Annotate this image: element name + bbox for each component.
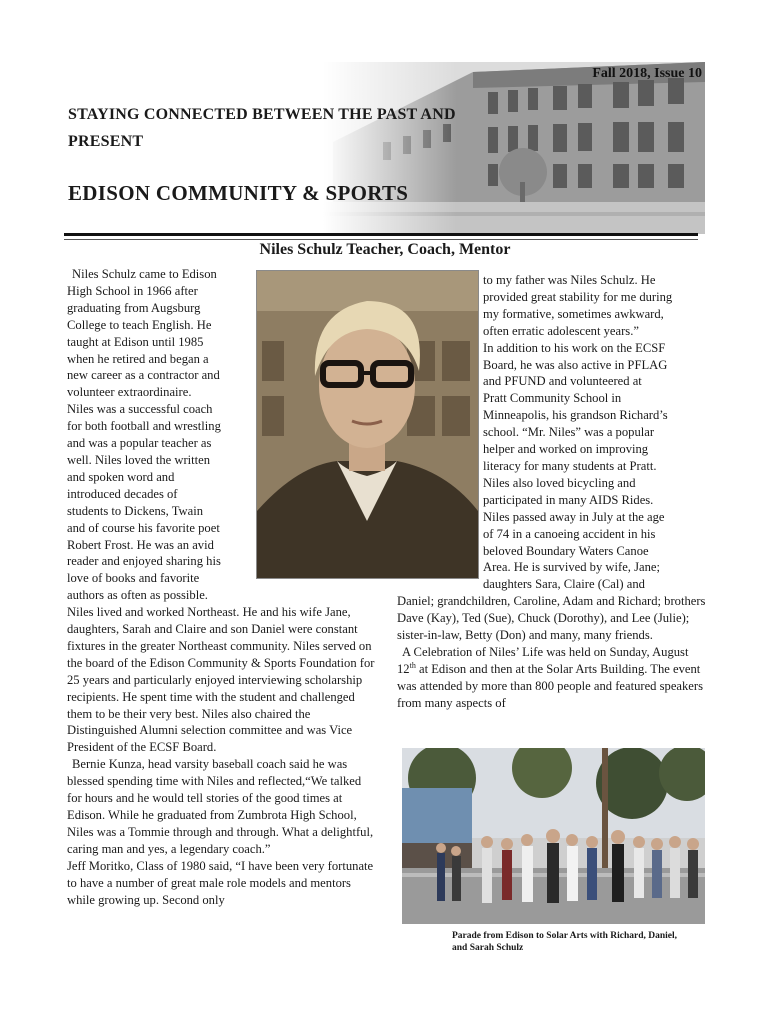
paragraph: Daniel; grandchildren, Caroline, Adam and Richard; brothers Dave (Kay), Ted (Sue), Chuck (Dorothy), and Lee (Julie); sister-in-law, Betty (Don) and many, many friends. xyxy=(397,594,706,643)
text-line: taught at Edison until 1985 xyxy=(67,334,204,349)
text-line: Niles Schulz came to Edison xyxy=(72,267,217,281)
paragraph xyxy=(397,644,709,712)
text-line: and spoken word and xyxy=(67,469,175,484)
text-line: of 74 in a canoeing accident in his xyxy=(483,526,656,541)
celebration-text-end: at Edison and then at the Solar Arts Building. The event was attended by more than 800 people and featured speakers from many aspects of xyxy=(397,661,703,710)
celebration-text-start: A Celebration of Niles’ Life was held on Sunday, August 12 xyxy=(397,644,689,676)
text-line: reader and enjoyed sharing his xyxy=(67,554,221,569)
text-line: to my father was Niles Schulz. He xyxy=(483,273,656,287)
photo-caption: Parade from Edison to Solar Arts with Richard, Daniel, and Sarah Schulz xyxy=(452,931,678,953)
paragraph: Jeff Moritko, Class of 1980 said, “I have been very fortunate to have a number of great male role models and mentors while growing up. Second only xyxy=(67,858,374,907)
text-line: graduating from Augsburg xyxy=(67,300,201,315)
paragraph: Niles lived and worked Northeast. He and his wife Jane, daughters, Sarah and Claire and son Daniel were constant fixtures in the greater Northeast community. Niles served on the board of the Edison Community & Sports Foundation for 25 years and particularly enjoyed interviewing scholarship recipients. He spent time with the student and challenged them to be their very best. Niles also chaired the Distinguished Alumni selection committee and was Vice President of the ECSF Board. xyxy=(67,605,375,755)
text-line: love of books and favorite xyxy=(67,571,200,586)
text-line: for both football and wrestling xyxy=(67,419,221,434)
text-line: school. “Mr. Niles” was a popular xyxy=(483,425,655,440)
text-line: when he retired and began a xyxy=(67,351,209,366)
text-line: helper and worked on improving xyxy=(483,442,649,457)
text-line: well. Niles loved the written xyxy=(67,452,211,467)
paragraph: Bernie Kunza, head varsity baseball coach said he was blessed spending time with Niles and reflected,“We talked for hours and he would tell stories of the good times at Edison. While he graduated from Zumbrota High School, Niles was a Tommie through and through. What a delightful, caring man and yes, a legendary coach.” xyxy=(67,757,374,856)
text-line: participated in many AIDS Rides. xyxy=(483,492,654,507)
text-line: and PFUND and volunteered at xyxy=(483,374,642,389)
text-line: and of course his favorite poet xyxy=(67,520,220,535)
text-line: daughters Sara, Claire (Cal) and xyxy=(483,577,645,592)
text-line: literacy for many students at Pratt. xyxy=(483,458,657,473)
text-line: authors as often as possible. xyxy=(67,588,208,603)
text-line: College to teach English. He xyxy=(67,317,212,332)
text-line: new career as a contractor and xyxy=(67,368,220,383)
text-line: Minneapolis, his grandson Richard’s xyxy=(483,408,668,423)
right-wrapped-lines xyxy=(483,272,709,593)
article-right-column xyxy=(397,272,709,712)
text-line: beloved Boundary Waters Canoe xyxy=(483,543,649,558)
text-line: Robert Frost. He was an avid xyxy=(67,537,214,552)
text-line: Niles also loved bicycling and xyxy=(483,475,636,490)
text-line: Board, he was also active in PFLAG xyxy=(483,357,668,372)
text-line: Pratt Community School in xyxy=(483,391,622,406)
ordinal-suffix: th xyxy=(409,660,416,670)
header-divider-thin xyxy=(64,239,698,240)
text-line: volunteer extraordinaire. xyxy=(67,385,192,400)
parade-photo xyxy=(402,748,705,924)
text-line: Niles passed away in July at the age xyxy=(483,509,665,524)
issue-label: Fall 2018, Issue 10 xyxy=(592,66,702,81)
text-line: and was a popular teacher as xyxy=(67,436,212,451)
text-line: introduced decades of xyxy=(67,486,178,501)
text-line: often erratic adolescent years.” xyxy=(483,323,639,338)
text-line: students to Dickens, Twain xyxy=(67,503,204,518)
text-line: Area. He is survived by wife, Jane; xyxy=(483,560,660,575)
text-line: provided great stability for me during xyxy=(483,289,673,304)
text-line: my formative, sometimes awkward, xyxy=(483,306,664,321)
header-divider-thick xyxy=(64,233,698,236)
text-line: In addition to his work on the ECSF xyxy=(483,340,666,355)
text-line: Niles was a successful coach xyxy=(67,402,213,417)
article-headline: Niles Schulz Teacher, Coach, Mentor xyxy=(259,241,511,258)
newsletter-tagline: STAYING CONNECTED BETWEEN THE PAST AND PRESENT xyxy=(68,106,456,150)
text-line: High School in 1966 after xyxy=(67,283,198,298)
section-title: EDISON COMMUNITY & SPORTS xyxy=(68,181,409,205)
